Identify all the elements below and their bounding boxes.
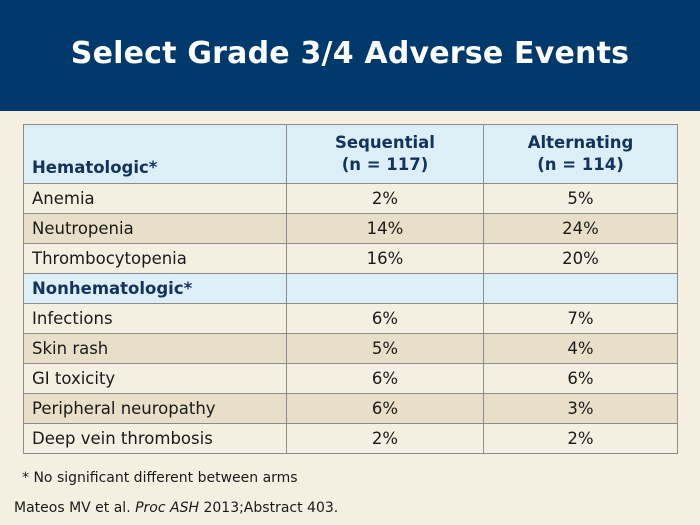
table-row [24, 214, 678, 244]
alternating-value: 4% [484, 334, 678, 364]
row-label: Anemia [24, 184, 287, 214]
alternating-value: 2% [484, 424, 678, 454]
row-label: GI toxicity [24, 364, 287, 394]
row-label: Skin rash [24, 334, 287, 364]
sequential-value: 6% [287, 364, 484, 394]
sequential-value: 5% [287, 334, 484, 364]
citation-details: 2013;Abstract 403. [199, 500, 339, 516]
citation-authors: Mateos MV et al. [14, 500, 136, 516]
table-row [24, 364, 678, 394]
sequential-header-label: Sequential [335, 133, 435, 152]
table-row [24, 304, 678, 334]
row-label: Peripheral neuropathy [24, 394, 287, 424]
row-label: Infections [24, 304, 287, 334]
alternating-value: 20% [484, 244, 678, 274]
sequential-value: 14% [287, 214, 484, 244]
sequential-value: 16% [287, 244, 484, 274]
nonhematologic-header: Nonhematologic* [24, 274, 287, 304]
citation-journal: Proc ASH [135, 500, 200, 516]
table-row [24, 334, 678, 364]
slide-title: Select Grade 3/4 Adverse Events [70, 36, 630, 71]
row-label: Deep vein thrombosis [24, 424, 287, 454]
sequential-value: 6% [287, 304, 484, 334]
table-header-row [24, 125, 678, 184]
alternating-value: 7% [484, 304, 678, 334]
alternating-value: 3% [484, 394, 678, 424]
section-header-row [24, 274, 678, 304]
table-row [24, 244, 678, 274]
row-label: Neutropenia [24, 214, 287, 244]
alternating-value: 6% [484, 364, 678, 394]
hematologic-header: Hematologic* [24, 125, 287, 184]
citation [14, 500, 338, 516]
table-row [24, 394, 678, 424]
footnote: * No significant different between arms [22, 470, 298, 486]
sequential-value: 6% [287, 394, 484, 424]
table-row [24, 424, 678, 454]
sequential-header-n: (n = 117) [341, 155, 429, 174]
sequential-value: 2% [287, 424, 484, 454]
alternating-column-header [484, 125, 678, 184]
sequential-value [287, 274, 484, 304]
row-label: Thrombocytopenia [24, 244, 287, 274]
table-row [24, 184, 678, 214]
adverse-events-table [23, 124, 678, 454]
alternating-value: 24% [484, 214, 678, 244]
sequential-value: 2% [287, 184, 484, 214]
alternating-value [484, 274, 678, 304]
alternating-header-label: Alternating [527, 133, 634, 152]
sequential-column-header [287, 125, 484, 184]
alternating-header-n: (n = 114) [537, 155, 624, 174]
alternating-value: 5% [484, 184, 678, 214]
